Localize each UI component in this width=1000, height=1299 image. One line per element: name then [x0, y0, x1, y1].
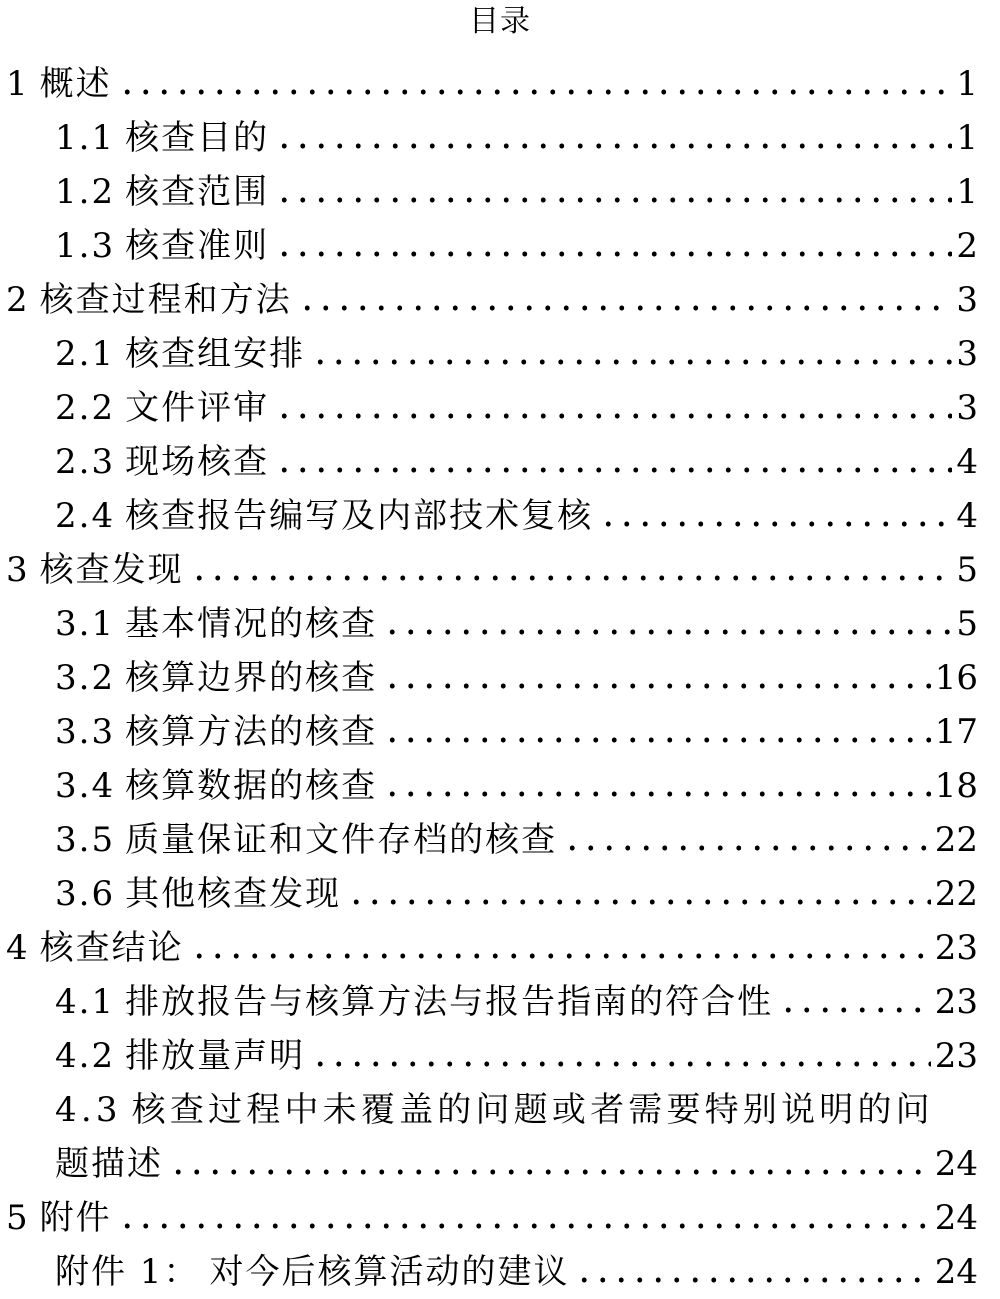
toc-entry-page: 5 — [956, 550, 978, 590]
toc-entry-page: 17 — [934, 712, 978, 752]
toc-entry-number: 2.1 — [55, 334, 116, 374]
dot-leader — [383, 733, 931, 747]
toc-entry-number: 2.3 — [55, 442, 116, 482]
dot-leader — [383, 625, 952, 639]
toc-entry[interactable] — [0, 57, 1000, 111]
toc-entry[interactable] — [0, 759, 1000, 813]
toc-entry-number: 2.4 — [55, 496, 116, 536]
toc-entry-number: 3.4 — [55, 766, 116, 806]
toc-entry[interactable] — [0, 435, 1000, 489]
toc-entry-title: 排放量声明 — [125, 1036, 306, 1076]
toc-entry-line-2 — [55, 1137, 978, 1191]
toc-entry-title: 对今后核算活动的建议 — [209, 1252, 570, 1292]
dot-leader — [311, 355, 952, 369]
dot-leader — [347, 895, 931, 909]
toc-entry-title: 其他核查发现 — [125, 874, 342, 914]
toc-entry-page: 24 — [934, 1198, 978, 1238]
dot-leader — [275, 409, 952, 423]
toc-entry-number: 1 — [6, 64, 30, 104]
toc-entry-title: 核算数据的核查 — [125, 766, 378, 806]
toc-entry-page: 2 — [956, 226, 978, 266]
toc-entry-title: 核查过程中未覆盖的问题或者需要特别说明的问 — [131, 1090, 934, 1130]
toc-entry[interactable] — [0, 1191, 1000, 1245]
toc-entry[interactable] — [0, 867, 1000, 921]
toc-entry-number: 4.3 — [55, 1090, 122, 1130]
toc-entry[interactable] — [0, 273, 1000, 327]
toc-entry-page: 24 — [934, 1144, 978, 1184]
toc-entry[interactable] — [0, 921, 1000, 975]
toc-entry-number: 4.1 — [55, 982, 116, 1022]
toc-entry-number: 3.3 — [55, 712, 116, 752]
toc-entry-title: 基本情况的核查 — [125, 604, 378, 644]
toc-entry[interactable] — [0, 489, 1000, 543]
toc-entry[interactable] — [0, 651, 1000, 705]
dot-leader — [779, 1003, 931, 1017]
toc-entry-page: 22 — [934, 874, 978, 914]
toc-entry[interactable] — [0, 1083, 1000, 1191]
dot-leader — [311, 1057, 931, 1071]
toc-entry-title: 文件评审 — [125, 388, 270, 428]
toc-entry-page: 18 — [934, 766, 978, 806]
toc-entry-number: 5 — [6, 1198, 30, 1238]
toc-entry-page: 22 — [934, 820, 978, 860]
toc-entry-page: 16 — [934, 658, 978, 698]
toc-entry-title: 核查组安排 — [125, 334, 306, 374]
toc-entry-number: 1.1 — [55, 118, 116, 158]
toc-entry-number: 4.2 — [55, 1036, 116, 1076]
toc-entry-page: 23 — [934, 982, 978, 1022]
toc-entry-page: 24 — [934, 1252, 978, 1292]
dot-leader — [275, 247, 952, 261]
dot-leader — [190, 949, 931, 963]
toc-entry-title: 核查过程和方法 — [39, 280, 292, 320]
toc-entry-title: 核查目的 — [125, 118, 270, 158]
toc-entry-page: 3 — [956, 334, 978, 374]
dot-leader — [275, 463, 952, 477]
toc-entry-title: 核查报告编写及内部技术复核 — [125, 496, 594, 536]
toc-entry-number: 4 — [6, 928, 30, 968]
toc-entry[interactable] — [0, 327, 1000, 381]
toc-entry-title: 概述 — [39, 64, 112, 104]
toc-entry-page: 3 — [956, 388, 978, 428]
dot-leader — [118, 1219, 931, 1233]
toc-entry-title: 核查准则 — [125, 226, 270, 266]
toc-entry-number: 1.2 — [55, 172, 116, 212]
toc-entry[interactable] — [0, 975, 1000, 1029]
toc-entry-page: 1 — [956, 64, 978, 104]
dot-leader — [383, 787, 931, 801]
toc-entry-number: 1.3 — [55, 226, 116, 266]
toc-entry-number: 3.5 — [55, 820, 116, 860]
dot-leader — [190, 571, 953, 585]
toc-entry[interactable] — [0, 813, 1000, 867]
toc-entry-page: 5 — [956, 604, 978, 644]
toc-entry[interactable] — [0, 543, 1000, 597]
toc-entry[interactable] — [0, 219, 1000, 273]
toc-entry-number: 3.6 — [55, 874, 116, 914]
dot-leader — [599, 517, 952, 531]
toc-entry-title: 排放报告与核算方法与报告指南的符合性 — [125, 982, 774, 1022]
toc-entry-title: 附件 — [39, 1198, 112, 1238]
toc-entry-title: 核查结论 — [39, 928, 184, 968]
dot-leader — [383, 679, 931, 693]
dot-leader — [275, 139, 952, 153]
toc-entry-title: 核查发现 — [39, 550, 184, 590]
toc-entry-title: 核算边界的核查 — [125, 658, 378, 698]
page-title: 目录 — [469, 4, 531, 39]
toc-entry-title: 质量保证和文件存档的核查 — [125, 820, 558, 860]
toc-entry-page: 1 — [956, 172, 978, 212]
toc-entry[interactable] — [0, 111, 1000, 165]
dot-leader — [169, 1165, 931, 1179]
toc-entry-page: 23 — [934, 1036, 978, 1076]
toc-entry-number: 3.2 — [55, 658, 116, 698]
dot-leader — [118, 85, 953, 99]
toc-entry[interactable] — [0, 705, 1000, 759]
toc-entry-title: 核查范围 — [125, 172, 270, 212]
toc-entry-title: 现场核查 — [125, 442, 270, 482]
toc-entry-page: 23 — [934, 928, 978, 968]
toc-entry-page: 4 — [956, 496, 978, 536]
toc-entry[interactable] — [0, 1029, 1000, 1083]
toc-entry-number: 3.1 — [55, 604, 116, 644]
dot-leader — [575, 1273, 930, 1287]
toc-entry-title: 核算方法的核查 — [125, 712, 378, 752]
toc-entry-number: 3 — [6, 550, 30, 590]
table-of-contents — [0, 57, 1000, 1299]
toc-entry[interactable] — [0, 1245, 1000, 1299]
toc-entry-page: 4 — [956, 442, 978, 482]
toc-entry-number: 2.2 — [55, 388, 116, 428]
toc-entry-number: 附件 1： — [55, 1252, 200, 1292]
toc-entry-line-1 — [55, 1083, 978, 1137]
toc-entry-page: 1 — [956, 118, 978, 158]
toc-entry[interactable] — [0, 165, 1000, 219]
toc-entry-title-continued: 题描述 — [55, 1144, 163, 1184]
dot-leader — [563, 841, 931, 855]
toc-entry[interactable] — [0, 381, 1000, 435]
toc-entry-page: 3 — [956, 280, 978, 320]
dot-leader — [298, 301, 953, 315]
toc-entry[interactable] — [0, 597, 1000, 651]
toc-entry-number: 2 — [6, 280, 30, 320]
dot-leader — [275, 193, 952, 207]
